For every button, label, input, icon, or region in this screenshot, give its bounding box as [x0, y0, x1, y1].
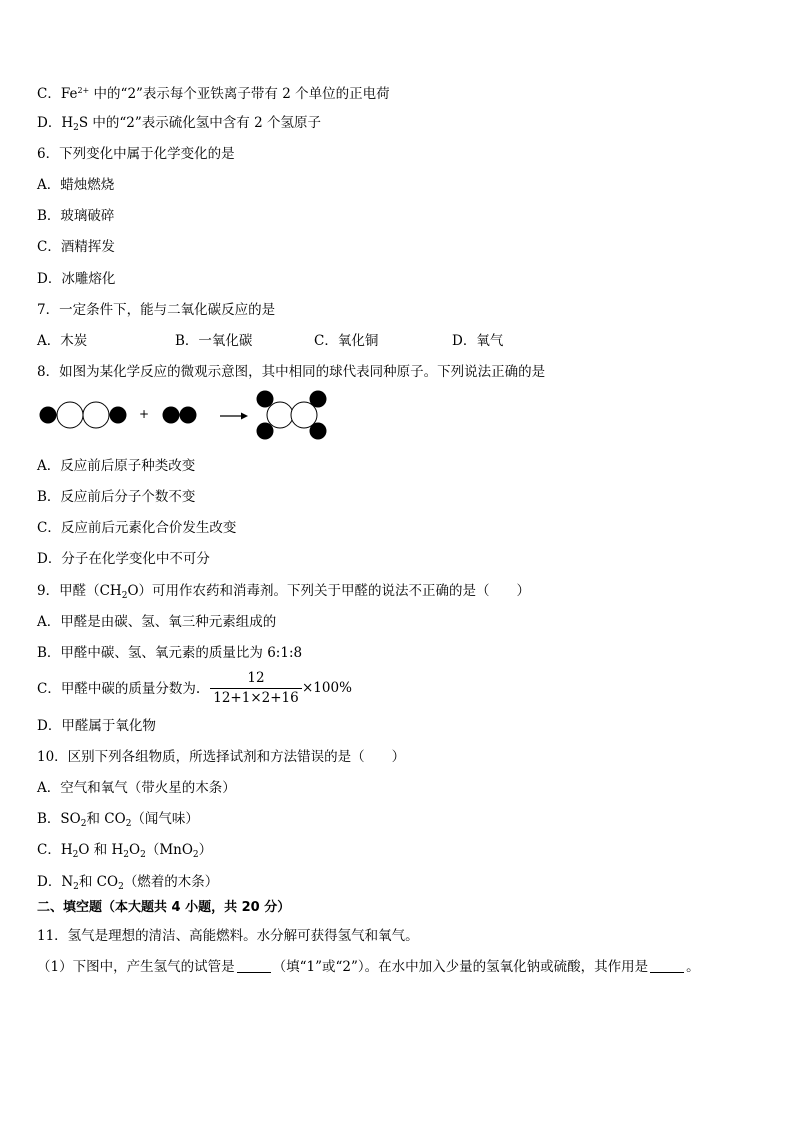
- text-part: D．N: [37, 874, 74, 890]
- q10-option-a: A．空气和氧气（带火星的木条）: [37, 780, 236, 796]
- text-part: （燃着的木条）: [123, 874, 219, 890]
- white-atom: [267, 402, 293, 428]
- q10-option-c: [37, 841, 212, 864]
- q11-stem: 11．氢气是理想的清洁、高能燃料。水分解可获得氢气和氧气。: [37, 928, 419, 944]
- section-heading: 二、填空题（本大题共 4 小题，共 20 分）: [37, 900, 291, 915]
- text-part: B．SO: [37, 811, 81, 827]
- subscript: 2: [140, 850, 146, 860]
- q9-stem: [37, 582, 530, 605]
- text-part: O: [129, 842, 141, 858]
- text-part: （1）下图中，产生氢气的试管是: [37, 959, 235, 975]
- reaction-diagram: [37, 388, 357, 444]
- q9-option-c-label: C．甲醛中碳的质量分数为.: [37, 681, 201, 697]
- q6-option-c: C．酒精挥发: [37, 239, 115, 255]
- subscript: 2: [123, 850, 130, 860]
- text-part: 和 CO: [86, 811, 126, 827]
- q9-option-d: D．甲醛属于氧化物: [37, 718, 156, 734]
- q10-stem: 10．区别下列各组物质，所选择试剂和方法错误的是（ ）: [37, 749, 406, 765]
- text-part: 。: [686, 959, 700, 975]
- subscript: 2: [121, 591, 128, 601]
- q6-option-d: D．冰雕熔化: [37, 271, 116, 287]
- black-atom: [257, 391, 274, 408]
- text-part: （填“1”或“2”）。在水中加入少量的氢氧化钠或硫酸，其作用是: [272, 959, 649, 975]
- subscript: 2: [118, 882, 124, 892]
- q6-option-a: A．蜡烛燃烧: [37, 177, 115, 193]
- q5-option-d: [37, 114, 321, 137]
- text-part: （MnO: [145, 842, 193, 858]
- white-atom: [83, 402, 109, 428]
- black-atom: [110, 407, 127, 424]
- text-part: C．H: [37, 842, 73, 858]
- q5-option-c: [37, 82, 390, 103]
- q8-option-d: D．分子在化学变化中不可分: [37, 551, 210, 567]
- q11-part1: [37, 958, 700, 976]
- fraction-multiplier: ×100%: [302, 680, 352, 696]
- black-atom: [163, 407, 180, 424]
- q6-option-b: B．玻璃破碎: [37, 208, 115, 224]
- q7-stem: 7．一定条件下，能与二氧化碳反应的是: [37, 302, 276, 318]
- q6-stem: 6．下列变化中属于化学变化的是: [37, 146, 235, 162]
- q7-option-b: B．一氧化碳: [175, 333, 253, 349]
- text-part: （闻气味）: [131, 811, 199, 827]
- q8-option-c: C．反应前后元素化合价发生改变: [37, 520, 237, 536]
- text-part: ）: [198, 842, 213, 858]
- black-atom: [180, 407, 197, 424]
- q9-option-a: A．甲醛是由碳、氢、氧三种元素组成的: [37, 614, 277, 630]
- q5-option-c-text: 中的“2”表示每个亚铁离子带有 2 个单位的正电荷: [89, 86, 390, 102]
- plus-sign: +: [138, 407, 150, 421]
- q8-option-a: A．反应前后原子种类改变: [37, 458, 196, 474]
- white-atom: [57, 402, 83, 428]
- fraction-bar: [210, 688, 302, 689]
- q8-stem: 8．如图为某化学反应的微观示意图，其中相同的球代表同种原子。下列说法正确的是: [37, 364, 546, 380]
- mass-fraction-formula: [210, 670, 360, 710]
- subscript: 2: [80, 819, 87, 829]
- q8-option-b: B．反应前后分子个数不变: [37, 489, 196, 505]
- q5-option-d-prefix: D．H: [37, 115, 74, 131]
- text-part: O 和 H: [78, 842, 124, 858]
- subscript: 2: [125, 819, 132, 829]
- arrow-head: [241, 413, 248, 420]
- q7-option-d: D．氧气: [452, 333, 504, 349]
- q5-option-c-prefix: C．Fe: [37, 86, 78, 102]
- q9-option-b: B．甲醛中碳、氢、氧元素的质量比为 6:1:8: [37, 645, 303, 661]
- white-atom: [291, 402, 317, 428]
- text-part: 和 CO: [78, 874, 119, 890]
- q7-option-a: A．木炭: [37, 333, 88, 349]
- subscript: 2: [192, 850, 199, 860]
- fraction-denominator: 12+1×2+16: [213, 690, 299, 706]
- answer-blank[interactable]: [650, 960, 684, 973]
- black-atom: [257, 423, 274, 440]
- black-atom: [40, 407, 57, 424]
- fraction-numerator: 12: [247, 670, 265, 686]
- q10-option-b: [37, 810, 199, 833]
- subscript: 2: [73, 123, 79, 133]
- q9-stem-part: O）可用作农药和消毒剂。下列关于甲醛的说法不正确的是（ ）: [127, 583, 531, 599]
- subscript: 2: [73, 882, 79, 892]
- ion-charge-superscript: 2+: [77, 86, 90, 95]
- subscript: 2: [72, 850, 79, 860]
- q9-stem-part: 9．甲醛（CH: [37, 583, 122, 599]
- q10-option-d: [37, 873, 218, 896]
- q7-option-c: C．氧化铜: [314, 333, 379, 349]
- answer-blank[interactable]: [237, 960, 271, 973]
- q5-option-d-text: S 中的“2”表示硫化氢中含有 2 个氢原子: [78, 115, 321, 131]
